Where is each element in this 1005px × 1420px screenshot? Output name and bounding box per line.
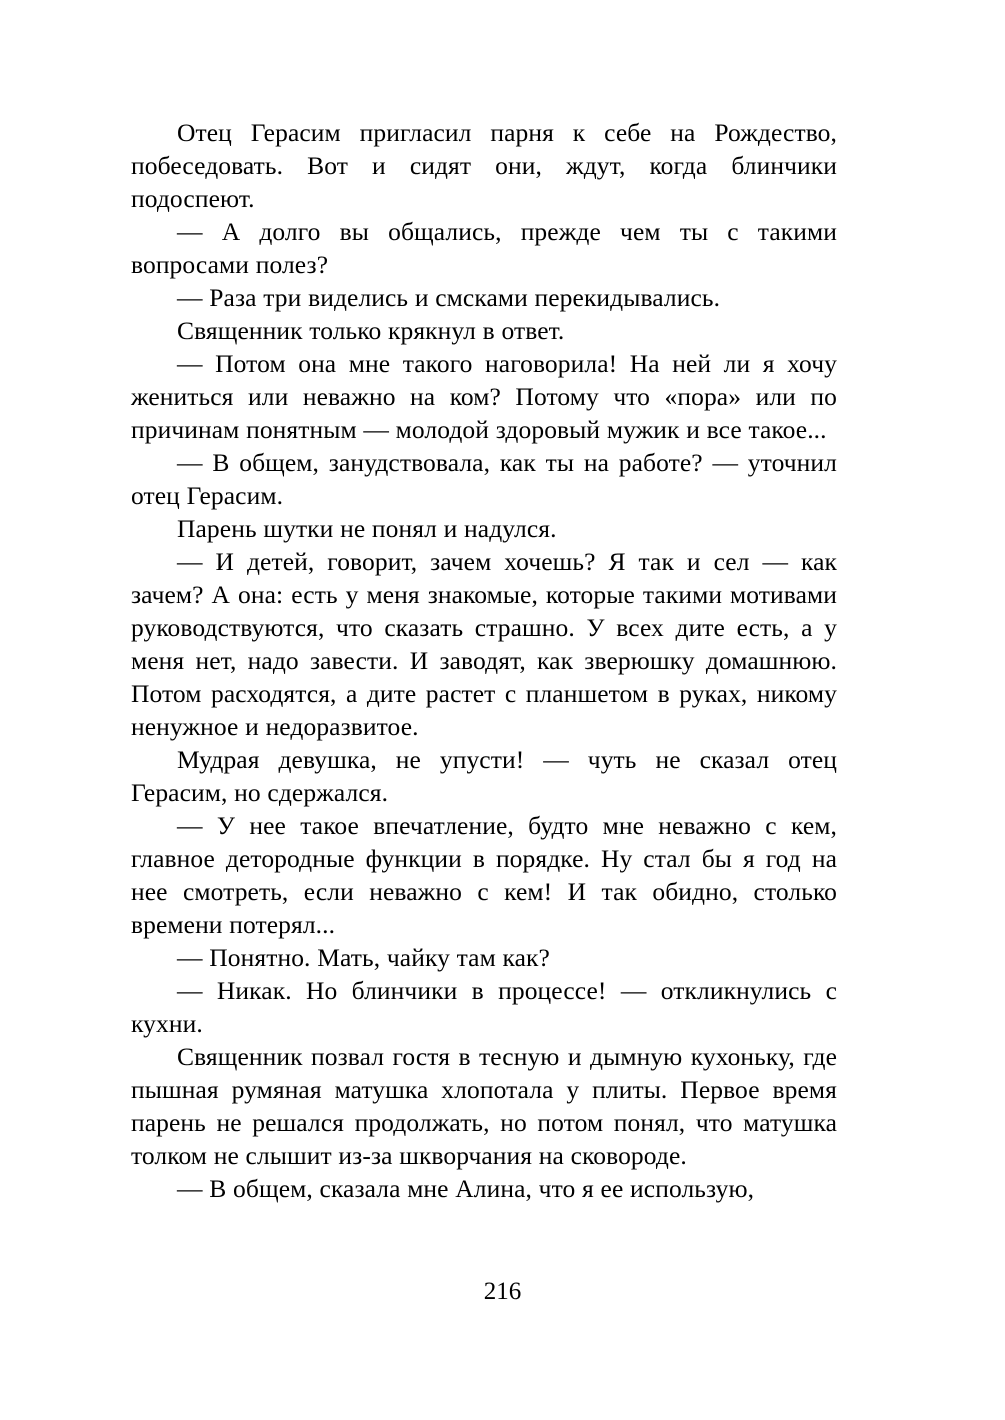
paragraph: — А долго вы общались, прежде чем ты с такими вопросами полез?: [131, 217, 837, 279]
paragraph: Отец Герасим пригласил парня к себе на Рождество, побеседовать. Вот и сидят они, ждут, когда блинчики подоспеют.: [131, 118, 837, 213]
paragraph: — И детей, говорит, зачем хочешь? Я так и сел — как зачем? А она: есть у меня знакомые, которые такими мотивами руководствуются, что сказать страшно. У всех дите есть, а у меня нет, надо завести. И заводят, как зверюшку домашнюю. Потом расходятся, а дите растет с планшетом в руках, никому ненужное и недоразвитое.: [131, 547, 837, 741]
page-text-body: [131, 116, 837, 1205]
paragraph: — В общем, сказала мне Алина, что я ее использую,: [177, 1174, 755, 1203]
paragraph: Мудрая девушка, не упусти! — чуть не сказал отец Герасим, но сдержался.: [131, 745, 837, 807]
paragraph: Священник только крякнул в ответ.: [177, 316, 565, 345]
paragraph: — В общем, занудствовала, как ты на работе? — уточнил отец Герасим.: [131, 448, 837, 510]
paragraph: — Никак. Но блинчики в процессе! — откликнулись с кухни.: [131, 976, 837, 1038]
page-number: 216: [483, 1278, 522, 1305]
paragraph: Парень шутки не понял и надулся.: [177, 514, 557, 543]
paragraph: — Понятно. Мать, чайку там как?: [177, 943, 550, 972]
paragraph: — Потом она мне такого наговорила! На ней ли я хочу жениться или неважно на ком? Потому что «пора» или по причинам понятным — молодой здоровый мужик и все такое...: [131, 349, 837, 444]
paragraph: Священник позвал гостя в тесную и дымную кухоньку, где пышная румяная матушка хлопотала у плиты. Первое время парень не решался продолжать, но потом понял, что матушка толком не слышит из-за шкворчания на сковороде.: [131, 1042, 837, 1170]
paragraph: — Раза три виделись и смсками перекидывались.: [177, 283, 721, 312]
paragraph: — У нее такое впечатление, будто мне неважно с кем, главное детородные функции в порядке. Ну стал бы я год на нее смотреть, если неважно с кем! И так обидно, столько времени потерял...: [131, 811, 837, 939]
